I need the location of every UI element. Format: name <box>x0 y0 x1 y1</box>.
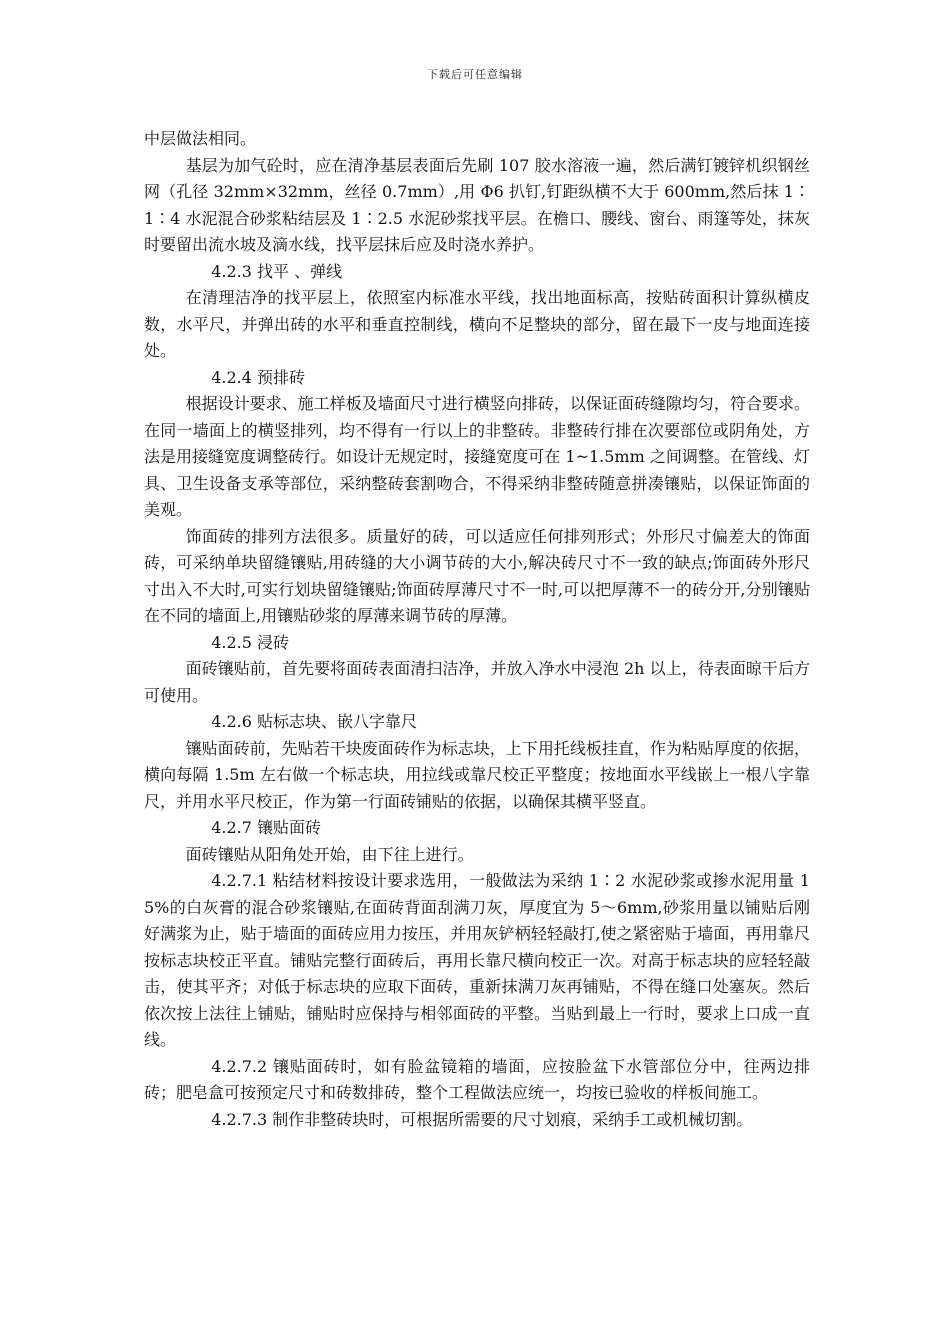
paragraph: 镶贴面砖前，先贴若干块废面砖作为标志块，上下用托线板挂直，作为粘贴厚度的依据，横向每隔 1.5m 左右做一个标志块，用拉线或靠尺校正平整度；按地面水平线嵌上一根八字靠尺，并用水平尺校正，作为第一行面砖铺贴的依据，以确保其横平竖直。 <box>144 738 810 811</box>
paragraph: 在清理洁净的找平层上，依照室内标准水平线，找出地面标高，按贴砖面积计算纵横皮数，水平尺，并弹出砖的水平和垂直控制线，横向不足整块的部分，留在最下一皮与地面连接处。 <box>144 288 810 360</box>
section-heading: 4.2.4 预排砖 <box>211 367 305 387</box>
paragraph: 面砖镶贴前，首先要将面砖表面清扫洁净，并放入净水中浸泡 2h 以上，待表面晾干后方可使用。 <box>144 659 810 705</box>
paragraph: 基层为加气砼时，应在清净基层表面后先刷 107 胶水溶液一遍，然后满钉镀锌机织钢丝网（孔径 32mm×32mm，丝径 0.7mm）,用 Φ6 扒钉,钉距纵横不大于 600mm,然后抹 1∶1∶4 水泥混合砂浆粘结层及 1∶2.5 水泥砂浆找平层。在檐口、腰线、窗台、雨篷等处，抹灰时要留出流水坡及滴水线，找平层抹后应及时浇水养护。 <box>144 155 810 254</box>
paragraph: 中层做法相同。 <box>144 129 257 148</box>
paragraph: 根据设计要求、施工样板及墙面尺寸进行横竖向排砖，以保证面砖缝隙均匀，符合要求。在同一墙面上的横竖排列，均不得有一行以上的非整砖。非整砖行排在次要部位或阴角处，方法是用接缝宽度调整砖行。如设计无规定时，接缝宽度可在 1~1.5mm 之间调整。在管线、灯具、卫生设备支承等部位，采纳整砖套割吻合，不得采纳非整砖随意拼凑镶贴，以保证饰面的美观。 <box>144 394 810 519</box>
document-body <box>144 126 810 1133</box>
section-heading: 4.2.7 镶贴面砖 <box>211 818 321 837</box>
section-heading: 4.2.6 贴标志块、嵌八字靠尺 <box>211 712 417 731</box>
paragraph: 面砖镶贴从阳角处开始，由下往上进行。 <box>185 844 474 864</box>
paragraph: 饰面砖的排列方法很多。质量好的砖，可以适应任何排列形式；外形尺寸偏差大的饰面砖，可采纳单块留缝镶贴,用砖缝的大小调节砖的大小,解决砖尺寸不一致的缺点;饰面砖外形尺寸出入不大时,可实行划块留缝镶贴;饰面砖厚薄尺寸不一时,可以把厚薄不一的砖分开,分别镶贴在不同的墙面上,用镶贴砂浆的厚薄来调节砖的厚薄。 <box>144 526 810 625</box>
subsection-paragraph: 4.2.7.1 粘结材料按设计要求选用，一般做法为采纳 1∶2 水泥砂浆或掺水泥用量 15%的白灰膏的混合砂浆镶贴,在面砖背面刮满刀灰，厚度宜为 5～6mm,砂浆用量以铺贴后刚好满浆为止，贴于墙面的面砖应用力按压，并用灰铲柄轻轻敲打,使之紧密贴于墙面，再用靠尺按标志块校正平直。铺贴完整行面砖后，再用长靠尺横向校正一次。对高于标志块的应轻轻敲击，使其平齐；对低于标志块的应取下面砖，重新抹满刀灰再铺贴，不得在缝口处塞灰。然后依次按上法往上铺贴，铺贴时应保持与相邻面砖的平整。当贴到最上一行时，要求上口成一直线。 <box>144 871 810 1049</box>
section-heading: 4.2.5 浸砖 <box>211 632 289 652</box>
subsection-paragraph: 4.2.7.2 镶贴面砖时，如有脸盆镜箱的墙面，应按脸盆下水管部位分中，往两边排砖；肥皂盒可按预定尺寸和砖数排砖，整个工程做法应统一，均按已验收的样板间施工。 <box>144 1056 810 1102</box>
subsection-paragraph: 4.2.7.3 制作非整砖块时，可根据所需要的尺寸划痕，采纳手工或机械切割。 <box>211 1109 753 1129</box>
section-heading: 4.2.3 找平 、弹线 <box>211 261 343 281</box>
page-header: 下载后可任意编辑 <box>427 68 523 81</box>
